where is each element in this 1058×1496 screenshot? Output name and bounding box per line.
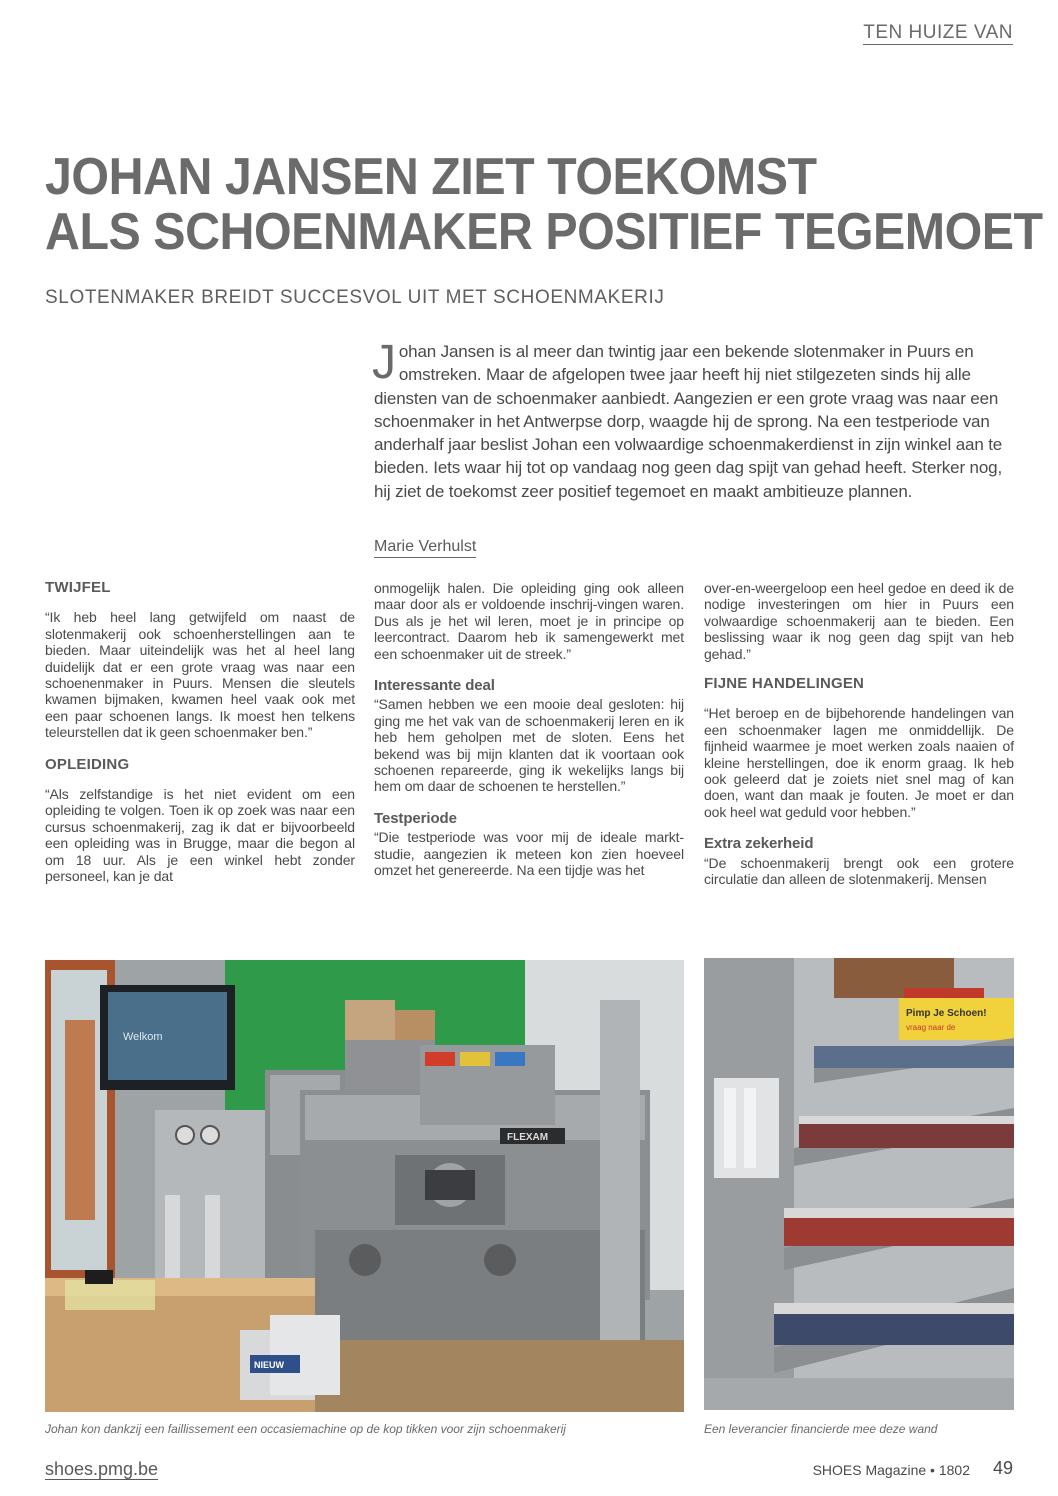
author-byline: Marie Verhulst — [374, 537, 476, 558]
heading-twijfel: TWIJFEL — [45, 579, 111, 596]
heading-opleiding: OPLEIDING — [45, 755, 130, 773]
paragraph-opleiding-cont: onmogelijk halen. Die opleiding ging ook alleen maar door als er voldoende inschrij-vingen waren. Dus als je het wil leren, moet je in principe op leercontract. Daarom heb ik samengewerkt met een schoenmaker uit de streek.” — [374, 580, 684, 662]
footer-magazine: SHOES Magazine • 1802 — [812, 1462, 970, 1478]
machine-brand-label: FLEXAM — [507, 1132, 549, 1143]
polish-wall-illustration — [704, 958, 1014, 1410]
heading-testperiode: Testperiode — [374, 809, 457, 827]
drop-cap: J — [372, 336, 396, 389]
section-label: TEN HUIZE VAN — [863, 22, 1013, 43]
tv-screen-text: Welkom — [123, 1031, 163, 1043]
heading-fijne-handelingen: FIJNE HANDELINGEN — [704, 675, 865, 693]
sign-line-1: Pimp Je Schoen! — [906, 1008, 987, 1019]
heading-interessante-deal: Interessante deal — [374, 677, 495, 695]
paragraph-twijfel: “Ik heb heel lang getwijfeld om naast de slotenmakerij ook schoenherstellingen aan te bieden. Maar uiteindelijk was het al heel lang duidelijk dat er een grote vraag was naar een schoenenmaker in Puurs. Mensen die sleutels kwamen bijmaken, kwamen heel vaak ook met een paar schoenen langs. Ik moest hen telkens teleurstellen dat ik geen schoenmaker ben.” — [45, 609, 355, 741]
column-2 — [374, 580, 684, 895]
caption-polish-wall: Een leverancier financierde mee deze wand — [704, 1422, 938, 1436]
flyer-box-label: NIEUW — [254, 1360, 284, 1370]
intro-paragraph — [372, 336, 1014, 503]
footer-url[interactable]: shoes.pmg.be — [45, 1459, 159, 1479]
photo-workshop — [45, 960, 684, 1412]
paragraph-fijne: “Het beroep en de bijbehorende handelingen van een schoenmaker lagen me onmiddellijk. De fijnheid waarmee je moet werken zoals naaien of kleine herstellingen, doe ik enorm graag. Ik heb ook geleerd dat je zoiets niet snel mag of kan doen, want dan maak je fouten. Je moet er dan ook heel wat geduld voor hebben.” — [704, 705, 1014, 820]
paragraph-deal: “Samen hebben we een mooie deal gesloten: hij ging me het vak van de schoenmakerij leren en ik heb hem geholpen met de sloten. Eens het bekend was bij mijn klanten dat ik voortaan ook schoenen repareerde, ging ik wekelijks langs bij hem om daar de schoenen te herstellen.” — [374, 696, 684, 795]
paragraph-testperiode-cont: over-en-weergeloop een heel gedoe en deed ik de nodige investeringen om hier in Puurs een volwaardige schoenmakerij aan te bieden. Een beslissing waar ik nog geen dag spijt van heb gehad.” — [704, 580, 1014, 662]
heading-extra-zekerheid: Extra zekerheid — [704, 835, 814, 853]
caption-workshop: Johan kon dankzij een faillissement een occasiemachine op de kop tikken voor zijn schoenmakerij — [45, 1422, 566, 1436]
article-subtitle: SLOTENMAKER BREIDT SUCCESVOL UIT MET SCHOENMAKERIJ — [45, 287, 665, 308]
sign-line-2: vraag naar de — [906, 1023, 956, 1032]
article-title — [45, 148, 1043, 261]
title-line-1: JOHAN JANSEN ZIET TOEKOMST — [45, 148, 817, 206]
page-number: 49 — [992, 1458, 1013, 1478]
paragraph-opleiding: “Als zelfstandige is het niet evident om een opleiding te volgen. Toen ik op zoek was naar een cursus schoenmakerij, zag ik dat er bijvoorbeeld een opleiding was in Brugge, maar die begon al om 18 uur. Als je een winkel hebt zonder personeel, kan je dat — [45, 786, 355, 885]
paragraph-extra: “De schoenmakerij brengt ook een grotere circulatie dan alleen de slotenmakerij. Mensen — [704, 854, 1014, 888]
title-line-2: ALS SCHOENMAKER POSITIEF TEGEMOET — [45, 203, 1043, 261]
intro-text: ohan Jansen is al meer dan twintig jaar een bekende slotenmaker in Puurs en omstreken. Maar de afgelopen twee jaar heeft hij niet stilgezeten sinds hij alle diensten van de schoenmaker aanbiedt. Aangezien er een grote vraag was naar een schoenmaker in het Antwerpse dorp, waagde hij de sprong. Na een testperiode van anderhalf jaar beslist Johan een volwaardige schoenmakerdienst in zijn winkel aan te bieden. Iets waar hij tot op vandaag nog geen dag spijt van gehad heeft. Sterker nog, hij ziet de toekomst zeer positief tegemoet en maakt ambitieuze plannen. — [374, 342, 1003, 501]
paragraph-testperiode: “Die testperiode was voor mij de ideale markt-studie, aangezien ik meteen kon zien hoeveel omzet het genereerde. Na een tijdje was het — [374, 829, 684, 879]
column-3 — [704, 580, 1014, 904]
workshop-illustration — [45, 960, 684, 1412]
column-1 — [45, 580, 355, 901]
photo-polish-wall — [704, 958, 1014, 1410]
